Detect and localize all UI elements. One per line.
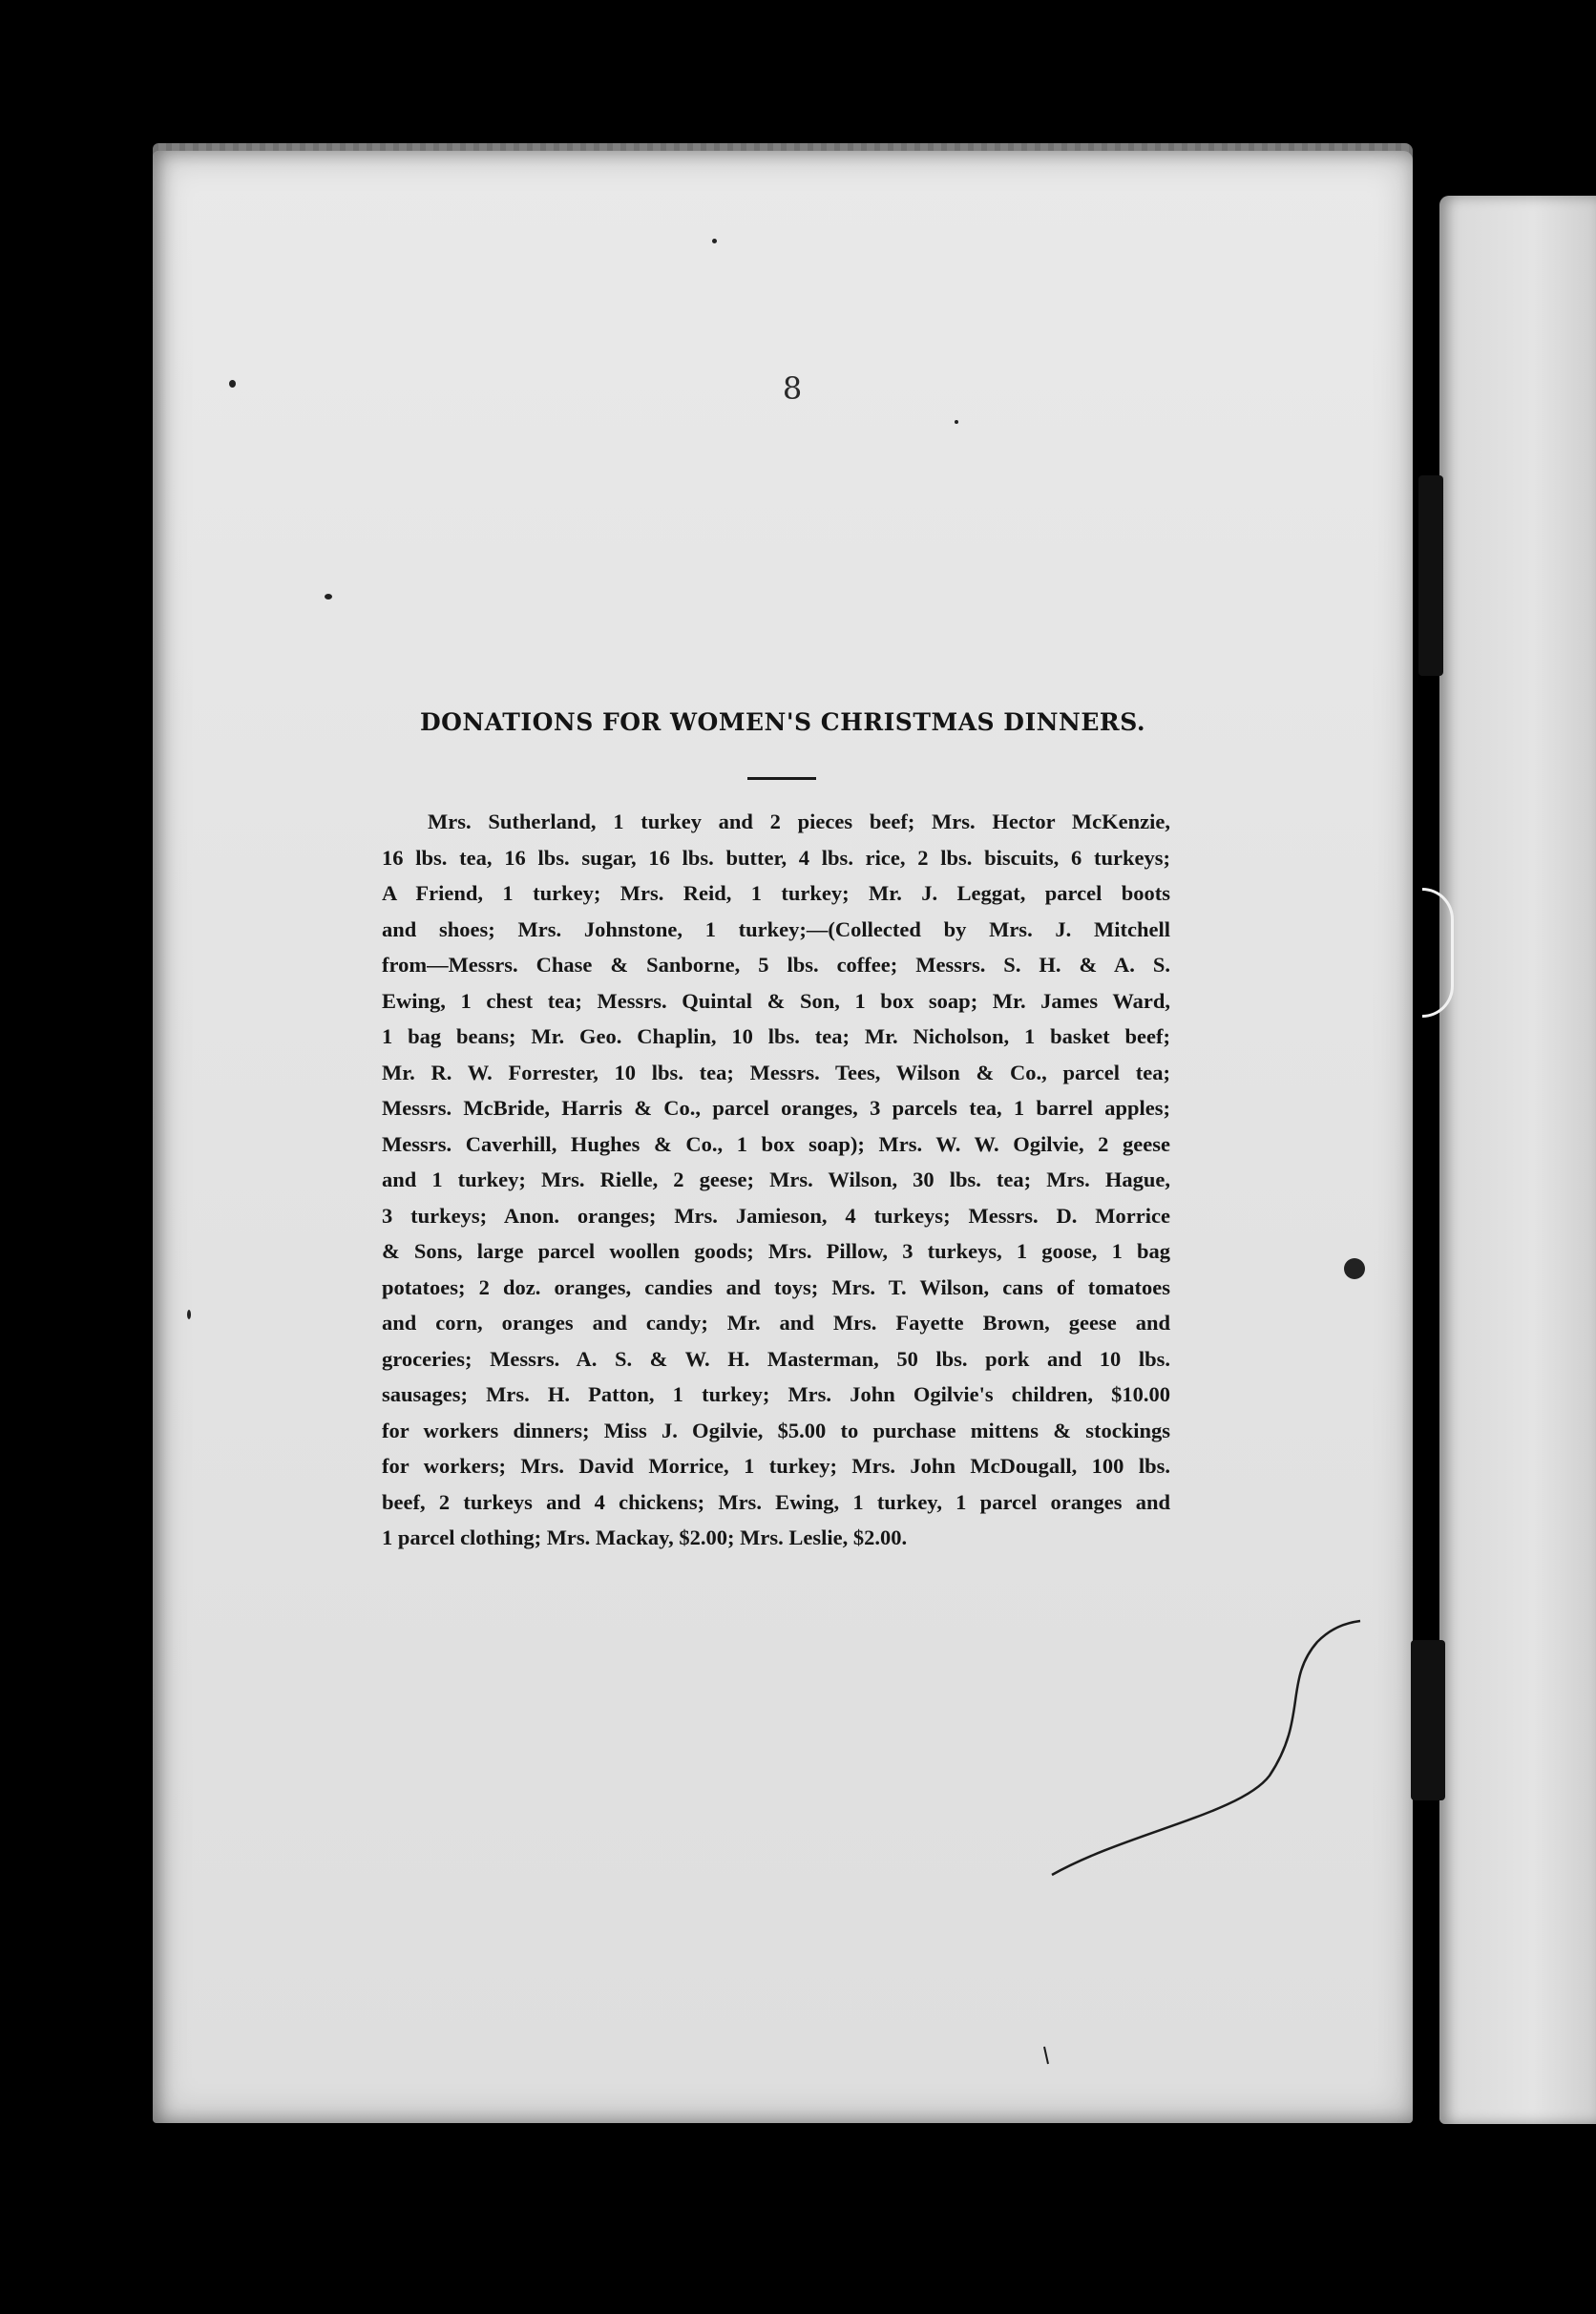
text-line: for workers dinners; Miss J. Ogilvie, $5.00 to purchase mittens & stockings [382, 1418, 1170, 1442]
binding-ring [1422, 888, 1454, 1018]
text-line: & Sons, large parcel woollen goods; Mrs. Pillow, 3 turkeys, 1 goose, 1 bag [382, 1239, 1170, 1263]
page-title: DONATIONS FOR WOMEN'S CHRISTMAS DINNERS. [419, 708, 1146, 736]
text-line: for workers; Mrs. David Morrice, 1 turkey; Mrs. John McDougall, 100 lbs. [382, 1454, 1170, 1478]
text-line: A Friend, 1 turkey; Mrs. Reid, 1 turkey; Mr. J. Leggat, parcel boots [382, 881, 1170, 905]
text-line: and 1 turkey; Mrs. Rielle, 2 geese; Mrs. Wilson, 30 lbs. tea; Mrs. Hague, [382, 1168, 1170, 1191]
donations-paragraph [382, 804, 1170, 1556]
text-line: Ewing, 1 chest tea; Messrs. Quintal & Son, 1 box soap; Mr. James Ward, [382, 988, 1170, 1013]
binding-clip-lower [1411, 1640, 1445, 1800]
dust-speck [1344, 1258, 1365, 1279]
text-line: from—Messrs. Chase & Sanborne, 5 lbs. coffee; Messrs. S. H. & A. S. [382, 953, 1170, 977]
text-line: groceries; Messrs. A. S. & W. H. Masterman, 50 lbs. pork and 10 lbs. [382, 1346, 1170, 1371]
text-line: 3 turkeys; Anon. oranges; Mrs. Jamieson, 4 turkeys; Messrs. D. Morrice [382, 1203, 1170, 1228]
dust-speck [955, 420, 958, 424]
text-line: Messrs. Caverhill, Hughes & Co., 1 box soap); Mrs. W. W. Ogilvie, 2 geese [382, 1131, 1170, 1156]
title-divider [747, 777, 816, 780]
text-line: beef, 2 turkeys and 4 chickens; Mrs. Ewing, 1 turkey, 1 parcel oranges and [382, 1489, 1170, 1514]
text-line: potatoes; 2 doz. oranges, candies and toys; Mrs. T. Wilson, cans of tomatoes [382, 1274, 1170, 1299]
text-line: Mr. R. W. Forrester, 10 lbs. tea; Messrs. Tees, Wilson & Co., parcel tea; [382, 1060, 1170, 1084]
text-line: sausages; Mrs. H. Patton, 1 turkey; Mrs. John Ogilvie's children, $10.00 [382, 1382, 1170, 1406]
dust-speck [325, 594, 332, 600]
text-line: 1 parcel clothing; Mrs. Mackay, $2.00; Mrs. Leslie, $2.00. [382, 1525, 908, 1549]
text-line: Mrs. Sutherland, 1 turkey and 2 pieces beef; Mrs. Hector McKenzie, [428, 810, 1170, 833]
binding-clip-upper [1418, 475, 1443, 676]
text-line: 16 lbs. tea, 16 lbs. sugar, 16 lbs. butter, 4 lbs. rice, 2 lbs. biscuits, 6 turkeys; [382, 845, 1170, 870]
page-number: 8 [782, 370, 803, 407]
text-line: and shoes; Mrs. Johnstone, 1 turkey;—(Collected by Mrs. J. Mitchell [382, 916, 1170, 941]
text-line: Messrs. McBride, Harris & Co., parcel oranges, 3 parcels tea, 1 barrel apples; [382, 1096, 1170, 1120]
text-line: and corn, oranges and candy; Mr. and Mrs. Fayette Brown, geese and [382, 1311, 1170, 1335]
dust-speck [712, 239, 717, 243]
dust-speck [187, 1310, 191, 1319]
dust-speck [229, 380, 236, 388]
text-line: 1 bag beans; Mr. Geo. Chaplin, 10 lbs. tea; Mr. Nicholson, 1 basket beef; [382, 1024, 1170, 1048]
adjacent-page-edge [1439, 196, 1596, 2124]
